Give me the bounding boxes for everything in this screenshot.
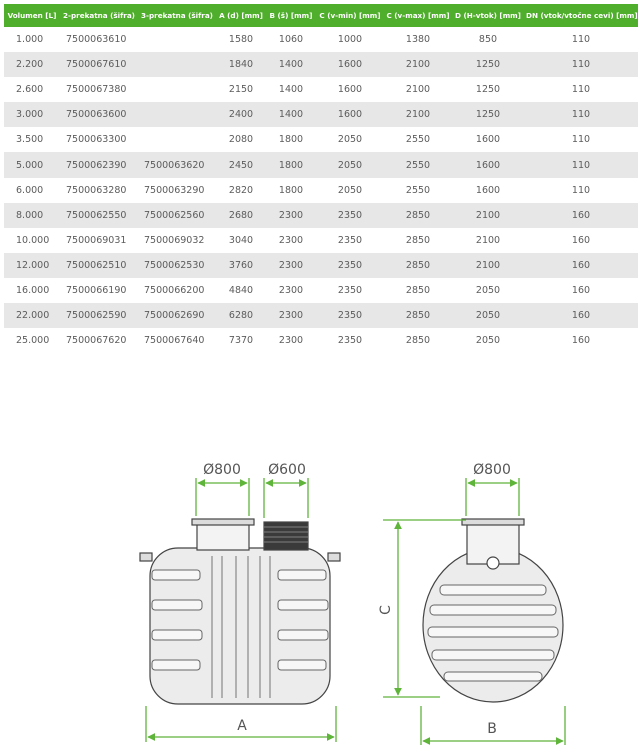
cell-b-width: 2300: [278, 284, 304, 296]
table-row: [4, 127, 638, 152]
cell-volume: 12.000: [4, 253, 60, 278]
cell-code-2-chamber: 7500062550: [60, 203, 138, 228]
cell-dn-pipe: 110: [571, 84, 591, 96]
cell-b-width: 1800: [278, 134, 304, 146]
cell-code-3-chamber: 7500063620: [138, 152, 216, 177]
cell-a-length: 1580: [228, 34, 254, 46]
cell-code-3-chamber: 7500062690: [138, 303, 216, 328]
cell-c-min: 2350: [316, 203, 384, 228]
cell-c-min: 2350: [316, 253, 384, 278]
cell-code-2-chamber: 7500063600: [60, 102, 138, 127]
cell-dn-pipe: 160: [524, 203, 638, 228]
table-row: [4, 102, 638, 127]
cell-code-2-chamber: 7500067380: [66, 84, 127, 96]
cell-b-width: 2300: [278, 234, 304, 246]
cell-d-inlet: 2050: [475, 335, 501, 347]
cell-volume: 2.600: [16, 84, 44, 96]
cell-code-3-chamber: [138, 52, 216, 77]
cell-a-length: 2080: [228, 134, 254, 146]
cell-c-max: 2100: [405, 84, 431, 96]
cell-c-max: 2850: [405, 335, 431, 347]
cell-d-inlet: 1250: [475, 84, 501, 96]
cell-b-width: 2300: [266, 303, 316, 328]
cell-c-max: 2550: [405, 134, 431, 146]
table-row: [4, 328, 638, 353]
cell-c-max: 2100: [384, 52, 452, 77]
cell-dn-pipe: 160: [524, 253, 638, 278]
cell-c-min: 1600: [316, 52, 384, 77]
header-d-inlet-height: D (H-vtok) [mm]: [452, 4, 524, 27]
header-volume: Volumen [L]: [4, 4, 60, 27]
cell-code-2-chamber: 7500062590: [60, 303, 138, 328]
cell-code-2-chamber: 7500069031: [66, 234, 127, 246]
cell-dn-pipe: 160: [571, 234, 591, 246]
cell-a-length: 2150: [228, 84, 254, 96]
cell-volume: 22.000: [4, 303, 60, 328]
cell-volume: 6.000: [16, 184, 44, 196]
cell-dn-pipe: 110: [524, 52, 638, 77]
cell-d-inlet: 2100: [475, 234, 501, 246]
cell-a-length: 7370: [228, 335, 254, 347]
cell-d-inlet: 850: [478, 34, 498, 46]
cell-d-inlet: 2050: [452, 303, 524, 328]
cell-code-3-chamber: [138, 27, 216, 52]
cell-b-width: 2300: [278, 335, 304, 347]
cell-c-max: 2850: [405, 284, 431, 296]
dim-label-b: B: [487, 721, 497, 737]
cell-code-3-chamber: [138, 127, 216, 152]
table-row: [4, 278, 638, 303]
cell-c-min: 2050: [337, 134, 363, 146]
table-row: [4, 178, 638, 203]
cell-volume: 8.000: [4, 203, 60, 228]
header-c-max-height: C (v-max) [mm]: [384, 4, 452, 27]
cell-dn-pipe: 160: [571, 284, 591, 296]
cell-d-inlet: 1600: [475, 184, 501, 196]
cell-c-min: 1600: [316, 102, 384, 127]
table-row: [4, 253, 638, 278]
cell-volume: 16.000: [16, 284, 50, 296]
dim-label-a: A: [237, 718, 247, 734]
cell-d-inlet: 2050: [475, 284, 501, 296]
cell-a-length: 2400: [216, 102, 266, 127]
dim-label-c: C: [378, 605, 394, 615]
cell-c-min: 2350: [337, 284, 363, 296]
cell-a-length: 2820: [228, 184, 254, 196]
cell-volume: 25.000: [16, 335, 50, 347]
cell-d-inlet: 1250: [452, 102, 524, 127]
dim-label-d800-left: Ø800: [203, 462, 241, 478]
cell-c-max: 2850: [405, 234, 431, 246]
header-3-chamber-code: 3-prekatna (šifra): [138, 4, 216, 27]
table-row: [4, 27, 638, 52]
end-view: [423, 519, 563, 702]
dim-label-d600: Ø600: [268, 462, 306, 478]
cell-dn-pipe: 110: [524, 152, 638, 177]
table-row: [4, 152, 638, 177]
table-row: [4, 203, 638, 228]
cell-volume: 3.000: [4, 102, 60, 127]
cell-c-max: 2850: [384, 303, 452, 328]
header-c-min-height: C (v-min) [mm]: [316, 4, 384, 27]
cell-code-3-chamber: 7500062560: [138, 203, 216, 228]
cell-d-inlet: 1600: [452, 152, 524, 177]
cell-volume: 1.000: [16, 34, 44, 46]
cell-c-min: 2350: [316, 303, 384, 328]
cell-code-2-chamber: 7500066190: [66, 284, 127, 296]
cell-code-3-chamber: [138, 77, 216, 102]
cell-volume: 10.000: [16, 234, 50, 246]
cell-b-width: 2300: [266, 253, 316, 278]
cell-code-2-chamber: 7500063300: [66, 134, 127, 146]
table-row: [4, 77, 638, 102]
table-row: [4, 228, 638, 253]
cell-a-length: 1840: [216, 52, 266, 77]
cell-a-length: 4840: [228, 284, 254, 296]
cell-a-length: 2450: [216, 152, 266, 177]
side-view: [140, 519, 340, 704]
cell-dn-pipe: 110: [571, 184, 591, 196]
cell-code-3-chamber: 7500067640: [144, 335, 205, 347]
cell-c-max: 2550: [405, 184, 431, 196]
cell-c-max: 1380: [405, 34, 431, 46]
cell-c-min: 2050: [316, 152, 384, 177]
cell-code-2-chamber: 7500067610: [60, 52, 138, 77]
cell-dn-pipe: 110: [571, 134, 591, 146]
dim-label-d800-right: Ø800: [473, 462, 511, 478]
header-2-chamber-code: 2-prekatna (šifra): [60, 4, 138, 27]
cell-c-min: 2350: [337, 335, 363, 347]
cell-dn-pipe: 160: [524, 303, 638, 328]
specs-table: [4, 4, 638, 353]
cell-c-max: 2100: [384, 102, 452, 127]
riser-600: [264, 522, 308, 550]
cell-c-min: 1600: [337, 84, 363, 96]
cell-code-3-chamber: 7500062530: [138, 253, 216, 278]
cell-b-width: 1400: [266, 102, 316, 127]
cell-d-inlet: 1250: [452, 52, 524, 77]
cell-dn-pipe: 160: [571, 335, 591, 347]
cell-b-width: 1060: [278, 34, 304, 46]
cell-code-2-chamber: 7500062390: [60, 152, 138, 177]
cell-volume: 3.500: [16, 134, 44, 146]
cell-code-3-chamber: 7500066200: [144, 284, 205, 296]
cell-b-width: 1400: [278, 84, 304, 96]
cell-d-inlet: 2100: [452, 253, 524, 278]
cell-b-width: 1800: [278, 184, 304, 196]
cell-dn-pipe: 110: [524, 102, 638, 127]
cell-c-max: 2550: [384, 152, 452, 177]
table-header-row: [4, 4, 638, 27]
header-b-width: B (š) [mm]: [266, 4, 316, 27]
cell-code-2-chamber: 7500067620: [66, 335, 127, 347]
cell-volume: 5.000: [4, 152, 60, 177]
cell-c-min: 2050: [337, 184, 363, 196]
cell-code-3-chamber: [138, 102, 216, 127]
cell-code-2-chamber: 7500063280: [66, 184, 127, 196]
cell-code-3-chamber: 7500069032: [144, 234, 205, 246]
cell-volume: 2.200: [4, 52, 60, 77]
table-row: [4, 303, 638, 328]
tank-technical-drawing: [0, 400, 638, 753]
cell-d-inlet: 2100: [452, 203, 524, 228]
cell-c-max: 2850: [384, 253, 452, 278]
cell-dn-pipe: 110: [571, 34, 591, 46]
header-dn-pipe: DN (vtok/vtočne cevi) [mm]: [524, 4, 638, 27]
cell-a-length: 6280: [216, 303, 266, 328]
cell-b-width: 1800: [266, 152, 316, 177]
cell-a-length: 2680: [216, 203, 266, 228]
cell-c-max: 2850: [384, 203, 452, 228]
cell-b-width: 2300: [266, 203, 316, 228]
cell-b-width: 1400: [266, 52, 316, 77]
cell-d-inlet: 1600: [475, 134, 501, 146]
cell-a-length: 3040: [228, 234, 254, 246]
cell-a-length: 3760: [216, 253, 266, 278]
cell-code-3-chamber: 7500063290: [144, 184, 205, 196]
table-row: [4, 52, 638, 77]
cell-c-min: 1000: [337, 34, 363, 46]
cell-code-2-chamber: 7500063610: [66, 34, 127, 46]
cell-c-min: 2350: [337, 234, 363, 246]
cell-code-2-chamber: 7500062510: [60, 253, 138, 278]
header-a-length: A (d) [mm]: [216, 4, 266, 27]
